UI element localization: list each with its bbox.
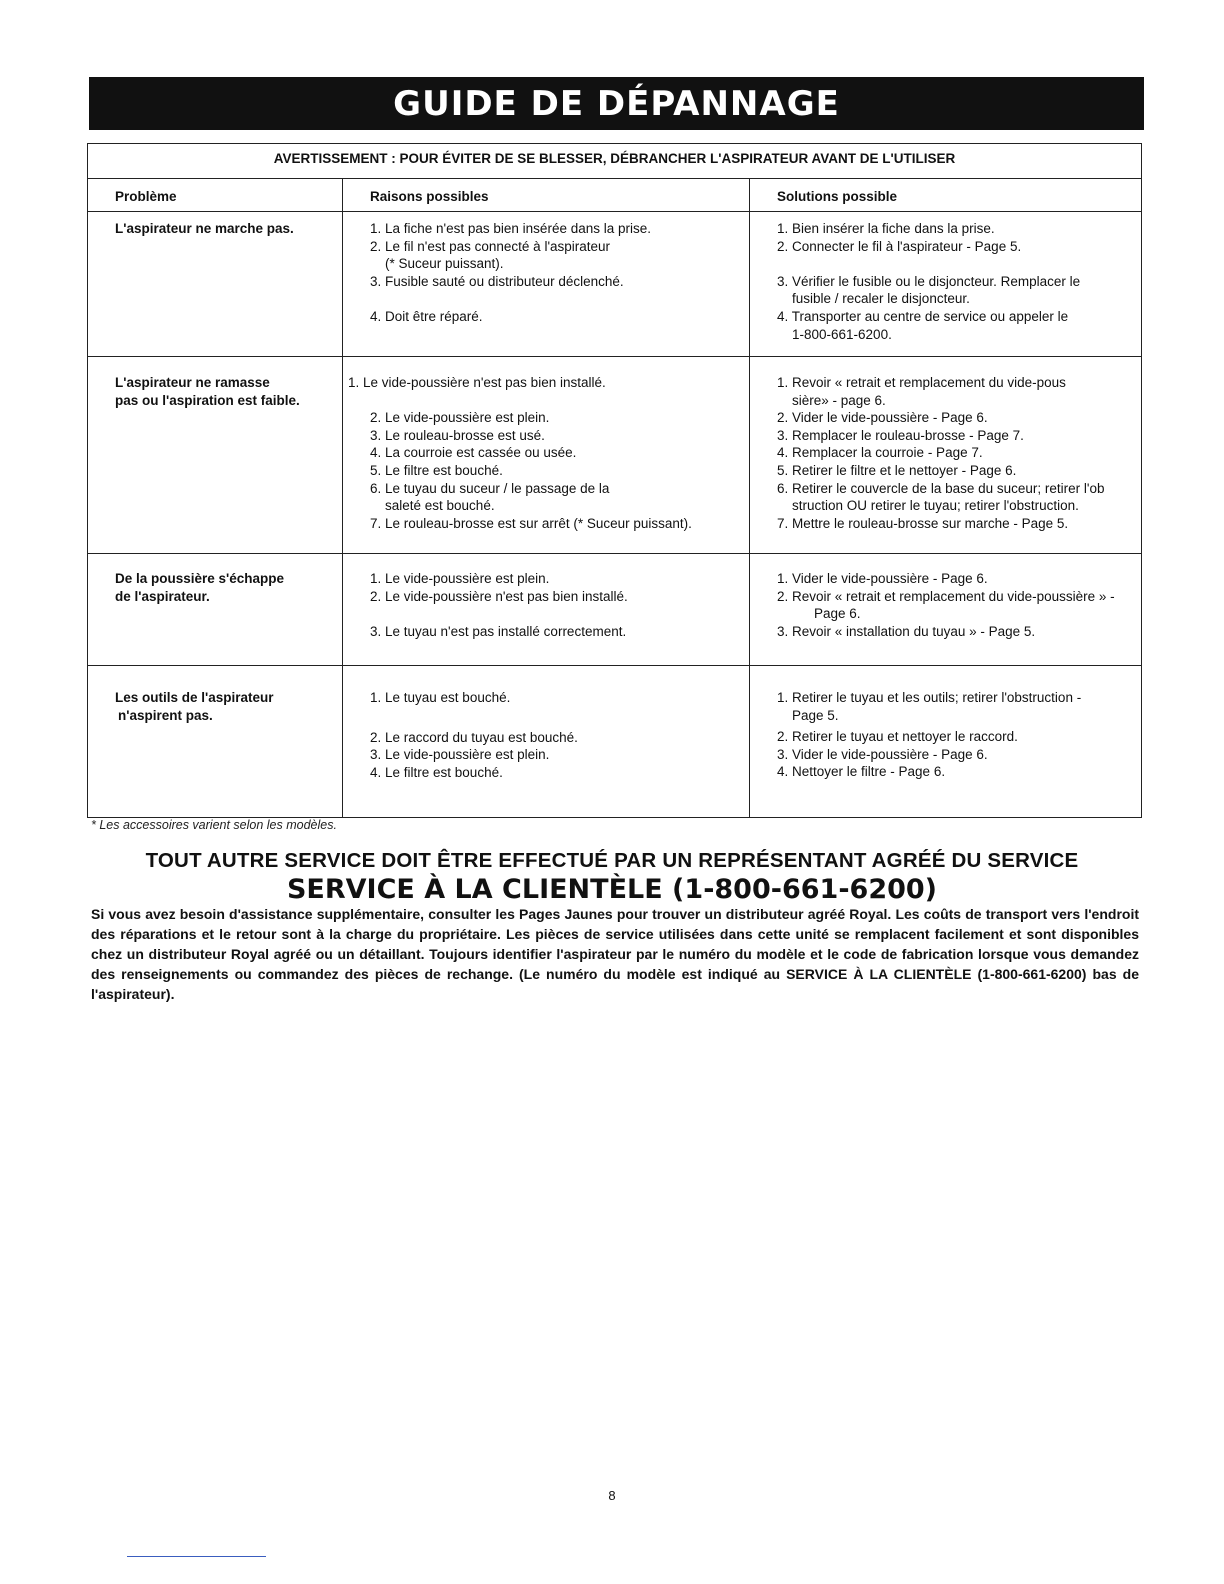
- problem-text: n'aspirent pas.: [118, 707, 213, 723]
- solution-item: 1. Retirer le tuyau et les outils; retirer l'obstruction -: [777, 690, 1082, 705]
- solutions-cell: [749, 212, 1141, 356]
- solution-item: 2. Connecter le fil à l'aspirateur - Page 5.: [777, 238, 1022, 254]
- solution-item-continuation: fusible / recaler le disjoncteur.: [792, 291, 970, 307]
- bottom-rule: [127, 1556, 266, 1557]
- solution-item: 2. Revoir « retrait et remplacement du vide-poussière » -: [777, 588, 1115, 604]
- troubleshooting-table: [87, 143, 1142, 818]
- problem-text: L'aspirateur ne ramasse: [115, 375, 270, 390]
- table-row: [88, 357, 1141, 554]
- solution-item: 3. Revoir « installation du tuyau » - Page 5.: [777, 623, 1036, 639]
- column-header-reasons: Raisons possibles: [342, 179, 749, 211]
- column-header-solutions: Solutions possible: [749, 179, 1141, 211]
- column-header-problem: Problème: [115, 189, 177, 204]
- footnote: * Les accessoires varient selon les modèles.: [91, 818, 337, 832]
- reason-item: 1. Le tuyau est bouché.: [370, 690, 511, 705]
- reason-item: 2. Le vide-poussière est plein.: [370, 410, 550, 426]
- table-row: [88, 212, 1141, 357]
- reason-item: 7. Le rouleau-brosse est sur arrêt (* Suceur puissant).: [370, 515, 692, 531]
- reason-item: 2. Le raccord du tuyau est bouché.: [370, 729, 578, 745]
- solution-item: 1. Bien insérer la fiche dans la prise.: [777, 221, 995, 236]
- reason-item-continuation: saleté est bouché.: [385, 498, 495, 514]
- problem-text: Les outils de l'aspirateur: [115, 690, 274, 705]
- reason-item: 4. La courroie est cassée ou usée.: [370, 445, 577, 461]
- solution-item: 6. Retirer le couvercle de la base du suceur; retirer l'ob: [777, 480, 1105, 496]
- problem-text: pas ou l'aspiration est faible.: [115, 392, 300, 408]
- reason-item: 2. Le vide-poussière n'est pas bien installé.: [370, 588, 628, 604]
- solution-item: 4. Transporter au centre de service ou appeler le: [777, 308, 1069, 324]
- problem-text: De la poussière s'échappe: [115, 571, 285, 586]
- solution-item: 3. Vider le vide-poussière - Page 6.: [777, 746, 988, 762]
- solution-item: 7. Mettre le rouleau-brosse sur marche - Page 5.: [777, 515, 1069, 531]
- reason-item: 4. Le filtre est bouché.: [370, 764, 503, 780]
- problem-text: de l'aspirateur.: [115, 588, 210, 604]
- solution-item: 3. Remplacer le rouleau-brosse - Page 7.: [777, 427, 1024, 443]
- reasons-cell: [342, 666, 749, 817]
- reason-item: 3. Le vide-poussière est plein.: [370, 747, 550, 763]
- problem-cell: [88, 212, 342, 356]
- reason-item: 4. Doit être réparé.: [370, 308, 483, 324]
- page-banner-title: GUIDE DE DÉPANNAGE: [89, 77, 1144, 130]
- problem-cell: [88, 554, 342, 665]
- reason-item-continuation: (* Suceur puissant).: [385, 256, 504, 272]
- reason-item: 3. Fusible sauté ou distributeur déclenché.: [370, 273, 624, 289]
- table-header-row: [88, 179, 1141, 212]
- reasons-cell: [342, 554, 749, 665]
- solutions-cell: [749, 554, 1141, 665]
- solution-item-continuation: Page 5.: [792, 707, 839, 723]
- problem-cell: [88, 666, 342, 817]
- reason-item: 1. Le vide-poussière n'est pas bien installé.: [348, 375, 606, 390]
- service-paragraph: Si vous avez besoin d'assistance supplémentaire, consulter les Pages Jaunes pour trouver un distributeur agréé Royal. Les coûts de transport vers l'endroit des réparations et le retour sont à la charge du propriétaire. Les pièces de service utilisées dans cette unité se remplacent facilement et sont disponibles chez un distributeur Royal agréé ou un détaillant. Toujours identifier l'aspirateur par le numéro du modèle et le code de fabrication lorsque vous demandez des renseignements ou commandez des pièces de rechange. (Le numéro du modèle est indiqué au SERVICE À LA CLIENTÈLE (1-800-661-6200) bas de l'aspirateur).: [91, 906, 1139, 1002]
- page-number: 8: [608, 1488, 616, 1503]
- service-heading: TOUT AUTRE SERVICE DOIT ÊTRE EFFECTUÉ PAR UN REPRÉSENTANT AGRÉÉ DU SERVICE: [145, 849, 1079, 872]
- solution-item-continuation: Page 6.: [814, 606, 861, 622]
- reason-item: 1. Le vide-poussière est plein.: [370, 571, 550, 586]
- reason-item: 3. Le tuyau n'est pas installé correctement.: [370, 623, 627, 639]
- reason-item: 1. La fiche n'est pas bien insérée dans la prise.: [370, 221, 652, 236]
- table-row: [88, 554, 1141, 666]
- solution-item: 3. Vérifier le fusible ou le disjoncteur. Remplacer le: [777, 273, 1081, 289]
- reason-item: 5. Le filtre est bouché.: [370, 462, 503, 478]
- solutions-cell: [749, 666, 1141, 817]
- problem-text: L'aspirateur ne marche pas.: [115, 221, 294, 236]
- solution-item: 4. Nettoyer le filtre - Page 6.: [777, 764, 946, 780]
- solution-item-continuation: 1-800-661-6200.: [792, 326, 892, 342]
- solution-item-continuation: struction OU retirer le tuyau; retirer l'obstruction.: [792, 498, 1079, 514]
- solution-item: 2. Retirer le tuyau et nettoyer le raccord.: [777, 729, 1018, 745]
- reason-item: 3. Le rouleau-brosse est usé.: [370, 427, 545, 443]
- reasons-cell: [342, 357, 749, 553]
- solution-item: 1. Revoir « retrait et remplacement du vide-pous: [777, 375, 1066, 390]
- solution-item: 5. Retirer le filtre et le nettoyer - Page 6.: [777, 462, 1017, 478]
- table-row: [88, 666, 1141, 817]
- solution-item: 2. Vider le vide-poussière - Page 6.: [777, 410, 988, 426]
- solution-item-continuation: sière» - page 6.: [792, 392, 886, 408]
- reason-item: 6. Le tuyau du suceur / le passage de la: [370, 480, 610, 496]
- warning-notice: AVERTISSEMENT : POUR ÉVITER DE SE BLESSER, DÉBRANCHER L'ASPIRATEUR AVANT DE L'UTILISER: [88, 144, 1141, 179]
- solution-item: 1. Vider le vide-poussière - Page 6.: [777, 571, 988, 586]
- problem-cell: [88, 357, 342, 553]
- reasons-cell: [342, 212, 749, 356]
- solutions-cell: [749, 357, 1141, 553]
- reason-item: 2. Le fil n'est pas connecté à l'aspirateur: [370, 238, 611, 254]
- customer-service-title: SERVICE À LA CLIENTÈLE (1-800-661-6200): [286, 874, 938, 905]
- solution-item: 4. Remplacer la courroie - Page 7.: [777, 445, 983, 461]
